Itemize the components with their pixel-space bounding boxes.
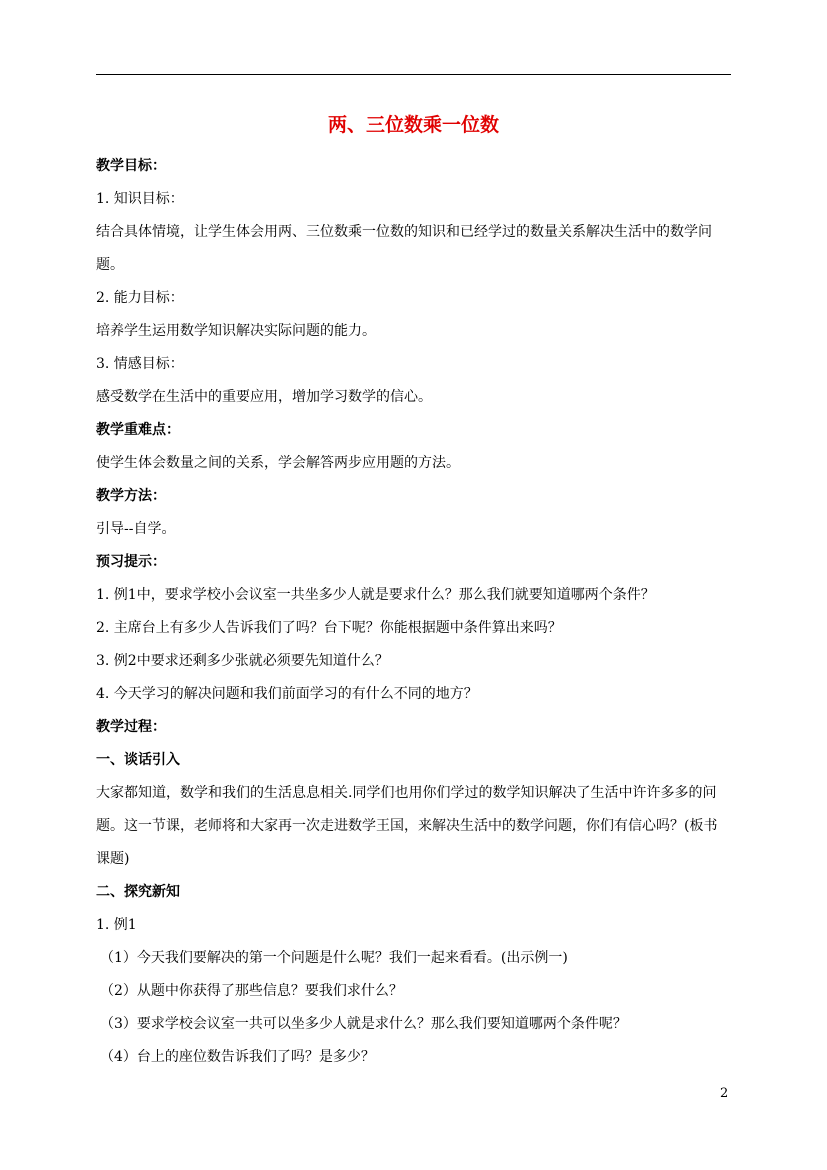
preview-item-4: 4. 今天学习的解决问题和我们前面学习的有什么不同的地方？ xyxy=(96,686,478,702)
objective-2-text: 培养学生运用数学知识解决实际问题的能力。 xyxy=(96,323,376,339)
section-2-title: 二、探究新知 xyxy=(96,884,180,900)
example-1-item-4: （4）台上的座位数告诉我们了吗？是多少？ xyxy=(100,1049,375,1065)
objective-1-text: 结合具体情境，让学生体会用两、三位数乘一位数的知识和已经学过的数量关系解决生活中的数学问题。 xyxy=(96,224,712,273)
objective-2-label: 2. 能力目标： xyxy=(96,290,184,306)
document-title: 两、三位数乘一位数 xyxy=(327,114,499,136)
example-1-item-1: （1）今天我们要解决的第一个问题是什么呢？我们一起来看看。(出示例一) xyxy=(100,950,568,966)
heading-method: 教学方法： xyxy=(96,488,166,504)
heading-preview: 预习提示： xyxy=(96,554,166,570)
preview-item-2: 2. 主席台上有多少人告诉我们了吗？台下呢？你能根据题中条件算出来吗？ xyxy=(96,620,562,636)
header-rule xyxy=(96,74,731,75)
objective-3-label: 3. 情感目标： xyxy=(96,356,184,372)
page-number: 2 xyxy=(720,1086,729,1101)
heading-key-points: 教学重难点： xyxy=(96,422,180,438)
preview-item-3: 3. 例2中要求还剩多少张就必须要先知道什么？ xyxy=(96,653,389,669)
document-body xyxy=(96,150,731,1074)
example-1-item-2: （2）从题中你获得了那些信息？要我们求什么？ xyxy=(100,983,403,999)
method-text: 引导--自学。 xyxy=(96,521,176,537)
example-1-item-3: （3）要求学校会议室一共可以坐多少人就是求什么？那么我们要知道哪两个条件呢？ xyxy=(100,1016,627,1032)
section-1-title: 一、谈话引入 xyxy=(96,752,180,768)
example-1-label: 1. 例1 xyxy=(96,917,137,933)
section-1-text: 大家都知道，数学和我们的生活息息相关.同学们也用你们学过的数学知识解决了生活中许许多多的问题。这一节课，老师将和大家再一次走进数学王国，来解决生活中的数学问题，你们有信心吗？(板书课题) xyxy=(96,785,718,867)
heading-process: 教学过程： xyxy=(96,719,166,735)
objective-3-text: 感受数学在生活中的重要应用，增加学习数学的信心。 xyxy=(96,389,432,405)
preview-item-1: 1. 例1中，要求学校小会议室一共坐多少人就是要求什么？那么我们就要知道哪两个条件？ xyxy=(96,587,655,603)
key-points-text: 使学生体会数量之间的关系，学会解答两步应用题的方法。 xyxy=(96,455,460,471)
objective-1-label: 1. 知识目标： xyxy=(96,191,184,207)
heading-objectives: 教学目标： xyxy=(96,158,166,174)
